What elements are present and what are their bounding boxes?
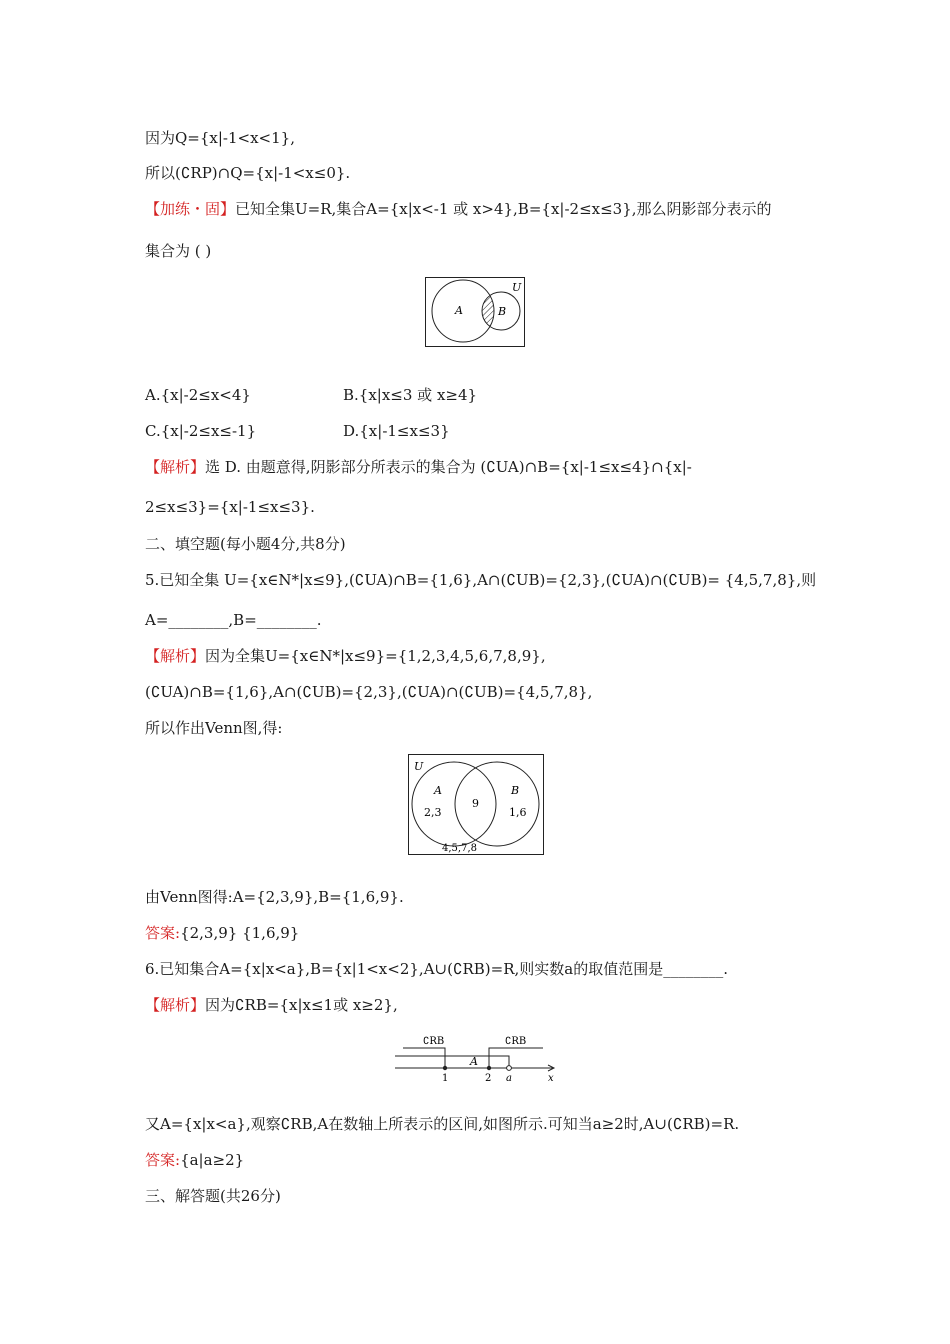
text-line: 2≤x≤3}={x|-1≤x≤3}. bbox=[145, 498, 315, 516]
analysis-tag: 【解析】 bbox=[145, 647, 206, 665]
option-c: C.{x|-2≤x≤-1} bbox=[145, 422, 257, 440]
text-line: 集合为 ( ) bbox=[145, 242, 212, 260]
text-line: 因为Q={x|-1<x<1}, bbox=[145, 129, 295, 147]
point-2 bbox=[487, 1066, 491, 1070]
label-crb-left: ∁RB bbox=[423, 1036, 445, 1047]
analysis-tag: 【解析】 bbox=[145, 458, 206, 476]
tick-2: 2 bbox=[485, 1073, 492, 1084]
answer-line bbox=[145, 922, 299, 944]
answer-tag: 答案: bbox=[145, 924, 181, 942]
answer-text: {a|a≥2} bbox=[180, 1151, 245, 1169]
venn-diagram-1 bbox=[425, 277, 525, 347]
text-line: (∁UA)∩B={1,6},A∩(∁UB)={2,3},(∁UA)∩(∁UB)={4,5,7,8}, bbox=[145, 683, 593, 701]
crb-right-interval bbox=[489, 1048, 543, 1068]
section-heading: 二、填空题(每小题4分,共8分) bbox=[145, 535, 346, 553]
point-1 bbox=[443, 1066, 447, 1070]
set-b-circle bbox=[455, 762, 539, 846]
set-a-circle bbox=[412, 762, 496, 846]
a-only-values: 2,3 bbox=[424, 806, 442, 819]
intersection-value: 9 bbox=[472, 797, 479, 810]
option-a: A.{x|-2≤x<4} bbox=[145, 386, 251, 404]
outside-values: 4,5,7,8 bbox=[442, 843, 477, 854]
problem-text: 已知全集U=R,集合A={x|x<-1 或 x>4},B={x|-2≤x≤3},那么阴影部分表示的 bbox=[235, 200, 772, 218]
tick-a: a bbox=[506, 1073, 512, 1084]
venn-diagram-2 bbox=[408, 754, 544, 858]
analysis-line bbox=[145, 994, 398, 1016]
answer-text: {2,3,9} {1,6,9} bbox=[180, 924, 300, 942]
option-b: B.{x|x≤3 或 x≥4} bbox=[343, 386, 478, 404]
practice-tag: 【加练・固】 bbox=[145, 200, 236, 218]
label-a: A bbox=[434, 784, 442, 797]
label-a: A bbox=[470, 1055, 478, 1068]
answer-tag: 答案: bbox=[145, 1151, 181, 1169]
problem-line bbox=[145, 198, 772, 220]
universe-box bbox=[426, 278, 525, 347]
option-d: D.{x|-1≤x≤3} bbox=[343, 422, 450, 440]
label-u: U bbox=[414, 760, 424, 773]
question-5-blanks: A=________,B=________. bbox=[145, 611, 322, 629]
b-only-values: 1,6 bbox=[509, 806, 527, 819]
label-crb-right: ∁RB bbox=[505, 1036, 527, 1047]
analysis-line bbox=[145, 645, 546, 667]
answer-line bbox=[145, 1149, 244, 1171]
analysis-tag: 【解析】 bbox=[145, 996, 206, 1014]
text-line: 又A={x|x<a},观察∁RB,A在数轴上所表示的区间,如图所示.可知当a≥2时,A∪(∁RB)=R. bbox=[145, 1115, 740, 1133]
axis-label-x: x bbox=[548, 1073, 554, 1084]
analysis-text: 因为全集U={x∈N*|x≤9}={1,2,3,4,5,6,7,8,9}, bbox=[205, 647, 546, 665]
tick-1: 1 bbox=[442, 1073, 449, 1084]
analysis-line bbox=[145, 456, 692, 478]
label-b: B bbox=[511, 784, 520, 797]
question-5: 5.已知全集 U={x∈N*|x≤9},(∁UA)∩B={1,6},A∩(∁UB)={2,3},(∁UA)∩(∁UB)= {4,5,7,8},则 bbox=[145, 571, 817, 589]
label-u: U bbox=[512, 281, 522, 294]
question-6: 6.已知集合A={x|x<a},B={x|1<x<2},A∪(∁RB)=R,则实数a的取值范围是________. bbox=[145, 960, 729, 978]
section-heading: 三、解答题(共26分) bbox=[145, 1187, 281, 1205]
text-line: 所以(∁RP)∩Q={x|-1<x≤0}. bbox=[145, 164, 351, 182]
text-line: 由Venn图得:A={2,3,9},B={1,6,9}. bbox=[145, 888, 404, 906]
crb-left-interval bbox=[403, 1048, 445, 1068]
label-b: B bbox=[498, 305, 507, 318]
label-a: A bbox=[455, 304, 463, 317]
number-line-figure bbox=[393, 1028, 561, 1088]
text-line: 所以作出Venn图,得: bbox=[145, 719, 283, 737]
a-interval bbox=[395, 1056, 509, 1068]
analysis-text: 因为∁RB={x|x≤1或 x≥2}, bbox=[205, 996, 398, 1014]
point-a bbox=[507, 1066, 512, 1071]
analysis-text: 选 D. 由题意得,阴影部分所表示的集合为 (∁UA)∩B={x|-1≤x≤4}∩{x|- bbox=[205, 458, 692, 476]
